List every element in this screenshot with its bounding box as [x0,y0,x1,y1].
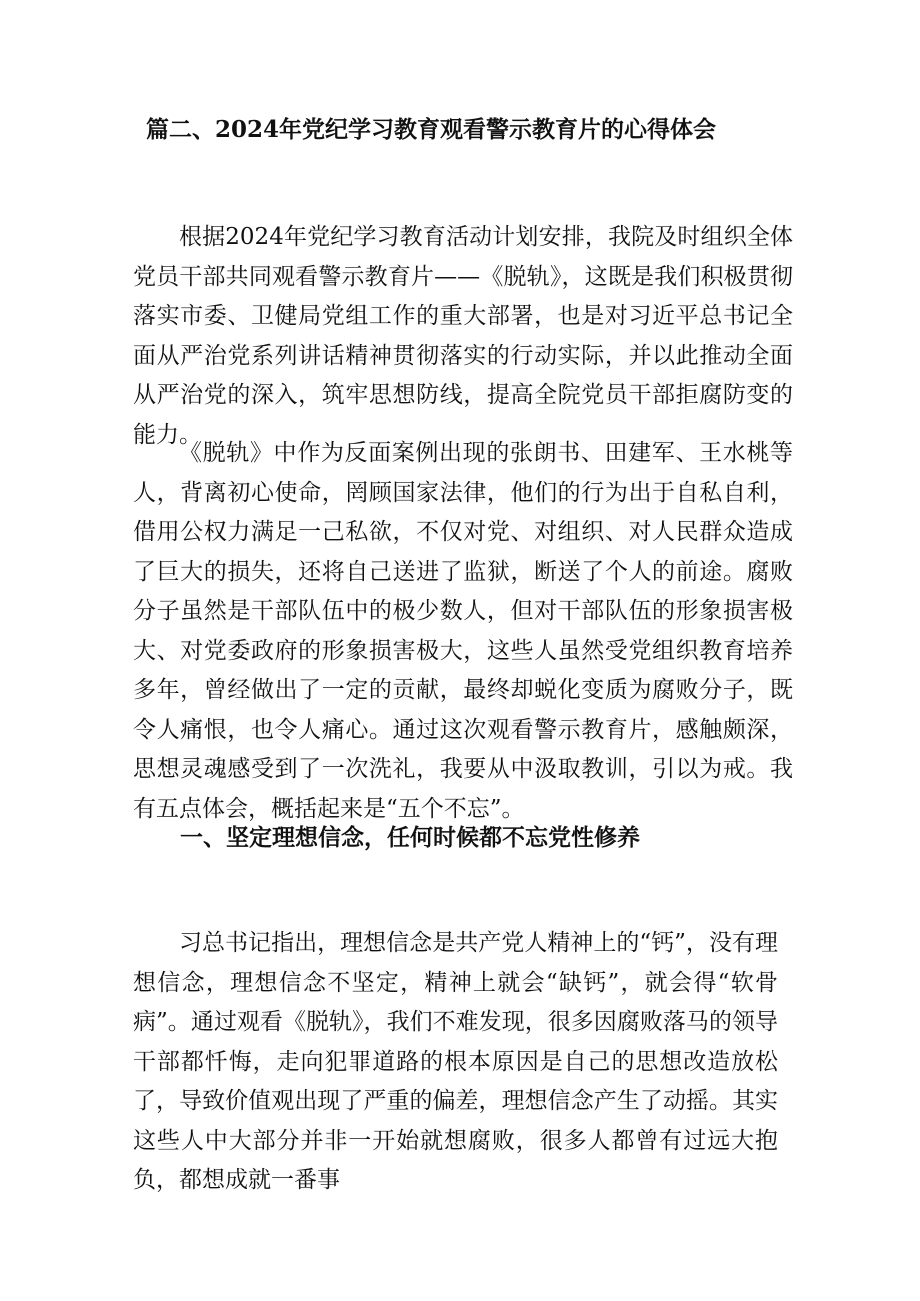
section-heading: 一、坚定理想信念，任何时候都不忘党性修养 [180,824,640,851]
body-paragraph: 《脱轨》中作为反面案例出现的张朗书、田建军、王水桃等人，背离初心使命，罔顾国家法律，他们的行为出于自私自利，借用公权力满足一己私欲，不仅对党、对组织、对人民群众造成了巨大的损失，还将自己送进了监狱，断送了个人的前途。腐败分子虽然是干部队伍中的极少数人，但对干部队伍的形象损害极大、对党委政府的形象损害极大，这些人虽然受党组织教育培养多年，曾经做出了一定的贡献，最终却蜕化变质为腐败分子，既令人痛恨，也令人痛心。通过这次观看警示教育片，感触颇深，思想灵魂感受到了一次洗礼，我要从中汲取教训，引以为戒。我有五点体会，概括起来是“五个不忘”。 [133,440,793,822]
section-paragraph: 习总书记指出，理想信念是共产党人精神上的“钙”，没有理想信念，理想信念不坚定，精神上就会“缺钙”，就会得“软骨病”。通过观看《脱轨》，我们不难发现，很多因腐败落马的领导干部都忏悔，走向犯罪道路的根本原因是自己的思想改造放松了，导致价值观出现了严重的偏差，理想信念产生了动摇。其实这些人中大部分并非一开始就想腐败，很多人都曾有过远大抱负，都想成就一番事 [133,930,778,1193]
document-title: 篇二、2024年党纪学习教育观看警示教育片的心得体会 [146,116,717,143]
body-paragraph: 根据2024年党纪学习教育活动计划安排，我院及时组织全体党员干部共同观看警示教育片——《脱轨》，这既是我们积极贯彻落实市委、卫健局党组工作的重大部署，也是对习近平总书记全面从严治党系列讲话精神贯彻落实的行动实际，并以此推动全面从严治党的深入，筑牢思想防线，提高全院党员干部拒腐防变的能力。 [133,224,793,448]
